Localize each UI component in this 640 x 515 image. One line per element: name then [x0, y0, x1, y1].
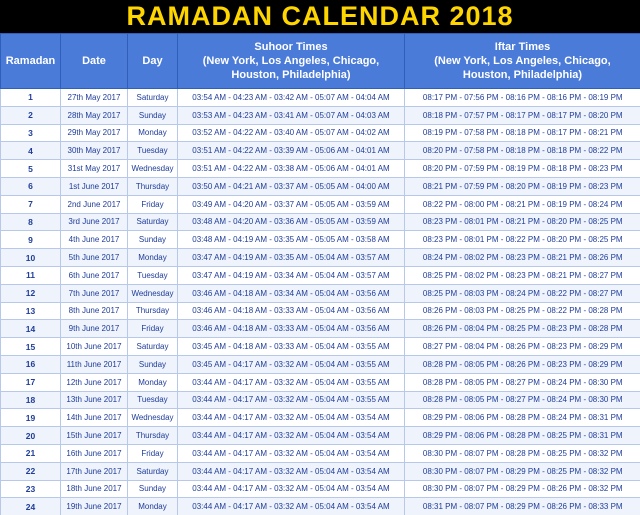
cell-weekday: Monday [128, 373, 178, 391]
header-date: Date [61, 34, 128, 89]
cell-iftar-times: 08:20 PM - 07:59 PM - 08:19 PM - 08:18 PM - 08:23 PM [405, 160, 640, 178]
cell-weekday: Sunday [128, 106, 178, 124]
table-row [1, 231, 640, 249]
cell-ramadan-day: 2 [1, 106, 61, 124]
cell-suhoor-times: 03:45 AM - 04:18 AM - 03:33 AM - 05:04 AM - 03:55 AM [178, 338, 405, 356]
cell-date: 2nd June 2017 [61, 195, 128, 213]
cell-iftar-times: 08:17 PM - 07:56 PM - 08:16 PM - 08:16 PM - 08:19 PM [405, 89, 640, 107]
cell-ramadan-day: 3 [1, 124, 61, 142]
table-row [1, 444, 640, 462]
header-suhoor-cities: (New York, Los Angeles, Chicago, Houston, Philadelphia) [182, 54, 400, 82]
cell-weekday: Saturday [128, 213, 178, 231]
cell-ramadan-day: 15 [1, 338, 61, 356]
table-row [1, 480, 640, 498]
cell-ramadan-day: 7 [1, 195, 61, 213]
cell-suhoor-times: 03:44 AM - 04:17 AM - 03:32 AM - 05:04 AM - 03:54 AM [178, 409, 405, 427]
cell-date: 18th June 2017 [61, 480, 128, 498]
cell-suhoor-times: 03:49 AM - 04:20 AM - 03:37 AM - 05:05 AM - 03:59 AM [178, 195, 405, 213]
header-iftar-cities: (New York, Los Angeles, Chicago, Houston, Philadelphia) [409, 54, 636, 82]
header-day: Day [128, 34, 178, 89]
cell-ramadan-day: 24 [1, 498, 61, 515]
cell-suhoor-times: 03:46 AM - 04:18 AM - 03:34 AM - 05:04 AM - 03:56 AM [178, 284, 405, 302]
timetable [0, 33, 640, 515]
table-row [1, 338, 640, 356]
table-row [1, 498, 640, 515]
header-suhoor-title: Suhoor Times [182, 40, 400, 54]
cell-iftar-times: 08:29 PM - 08:06 PM - 08:28 PM - 08:24 PM - 08:31 PM [405, 409, 640, 427]
cell-suhoor-times: 03:53 AM - 04:23 AM - 03:41 AM - 05:07 AM - 04:03 AM [178, 106, 405, 124]
cell-ramadan-day: 23 [1, 480, 61, 498]
cell-ramadan-day: 13 [1, 302, 61, 320]
cell-date: 29th May 2017 [61, 124, 128, 142]
cell-suhoor-times: 03:47 AM - 04:19 AM - 03:35 AM - 05:04 AM - 03:57 AM [178, 249, 405, 267]
cell-weekday: Wednesday [128, 160, 178, 178]
cell-iftar-times: 08:23 PM - 08:01 PM - 08:21 PM - 08:20 PM - 08:25 PM [405, 213, 640, 231]
cell-date: 5th June 2017 [61, 249, 128, 267]
cell-suhoor-times: 03:51 AM - 04:22 AM - 03:39 AM - 05:06 AM - 04:01 AM [178, 142, 405, 160]
table-row [1, 177, 640, 195]
cell-ramadan-day: 22 [1, 462, 61, 480]
cell-iftar-times: 08:28 PM - 08:05 PM - 08:26 PM - 08:23 PM - 08:29 PM [405, 355, 640, 373]
cell-suhoor-times: 03:46 AM - 04:18 AM - 03:33 AM - 05:04 AM - 03:56 AM [178, 320, 405, 338]
cell-suhoor-times: 03:44 AM - 04:17 AM - 03:32 AM - 05:04 AM - 03:54 AM [178, 462, 405, 480]
cell-date: 11th June 2017 [61, 355, 128, 373]
cell-suhoor-times: 03:44 AM - 04:17 AM - 03:32 AM - 05:04 AM - 03:54 AM [178, 427, 405, 445]
table-row [1, 213, 640, 231]
cell-date: 15th June 2017 [61, 427, 128, 445]
cell-ramadan-day: 11 [1, 266, 61, 284]
table-row [1, 195, 640, 213]
cell-suhoor-times: 03:50 AM - 04:21 AM - 03:37 AM - 05:05 AM - 04:00 AM [178, 177, 405, 195]
cell-iftar-times: 08:20 PM - 07:58 PM - 08:18 PM - 08:18 PM - 08:22 PM [405, 142, 640, 160]
table-row [1, 427, 640, 445]
cell-ramadan-day: 12 [1, 284, 61, 302]
cell-ramadan-day: 1 [1, 89, 61, 107]
cell-suhoor-times: 03:46 AM - 04:18 AM - 03:33 AM - 05:04 AM - 03:56 AM [178, 302, 405, 320]
cell-date: 10th June 2017 [61, 338, 128, 356]
cell-iftar-times: 08:30 PM - 08:07 PM - 08:29 PM - 08:25 PM - 08:32 PM [405, 462, 640, 480]
cell-ramadan-day: 8 [1, 213, 61, 231]
cell-iftar-times: 08:28 PM - 08:05 PM - 08:27 PM - 08:24 PM - 08:30 PM [405, 373, 640, 391]
cell-suhoor-times: 03:52 AM - 04:22 AM - 03:40 AM - 05:07 AM - 04:02 AM [178, 124, 405, 142]
cell-suhoor-times: 03:54 AM - 04:23 AM - 03:42 AM - 05:07 AM - 04:04 AM [178, 89, 405, 107]
cell-weekday: Monday [128, 249, 178, 267]
cell-weekday: Tuesday [128, 266, 178, 284]
cell-date: 14th June 2017 [61, 409, 128, 427]
cell-date: 1st June 2017 [61, 177, 128, 195]
table-row [1, 462, 640, 480]
cell-ramadan-day: 4 [1, 142, 61, 160]
cell-iftar-times: 08:18 PM - 07:57 PM - 08:17 PM - 08:17 PM - 08:20 PM [405, 106, 640, 124]
table-body [1, 89, 640, 515]
cell-suhoor-times: 03:44 AM - 04:17 AM - 03:32 AM - 05:04 AM - 03:55 AM [178, 373, 405, 391]
table-row [1, 89, 640, 107]
table-row [1, 249, 640, 267]
table-row [1, 266, 640, 284]
cell-suhoor-times: 03:44 AM - 04:17 AM - 03:32 AM - 05:04 AM - 03:55 AM [178, 391, 405, 409]
cell-date: 16th June 2017 [61, 444, 128, 462]
header-iftar-title: Iftar Times [409, 40, 636, 54]
cell-weekday: Thursday [128, 177, 178, 195]
cell-date: 7th June 2017 [61, 284, 128, 302]
cell-weekday: Thursday [128, 427, 178, 445]
cell-weekday: Friday [128, 195, 178, 213]
cell-date: 6th June 2017 [61, 266, 128, 284]
cell-weekday: Tuesday [128, 391, 178, 409]
cell-weekday: Friday [128, 444, 178, 462]
cell-date: 28th May 2017 [61, 106, 128, 124]
cell-ramadan-day: 17 [1, 373, 61, 391]
table-row [1, 142, 640, 160]
cell-iftar-times: 08:25 PM - 08:02 PM - 08:23 PM - 08:21 PM - 08:27 PM [405, 266, 640, 284]
cell-date: 19th June 2017 [61, 498, 128, 515]
cell-ramadan-day: 19 [1, 409, 61, 427]
table-row [1, 302, 640, 320]
cell-date: 9th June 2017 [61, 320, 128, 338]
cell-suhoor-times: 03:45 AM - 04:17 AM - 03:32 AM - 05:04 AM - 03:55 AM [178, 355, 405, 373]
title-bar [0, 0, 640, 33]
cell-date: 31st May 2017 [61, 160, 128, 178]
cell-weekday: Thursday [128, 302, 178, 320]
cell-weekday: Monday [128, 498, 178, 515]
cell-date: 3rd June 2017 [61, 213, 128, 231]
cell-weekday: Sunday [128, 480, 178, 498]
cell-date: 12th June 2017 [61, 373, 128, 391]
cell-date: 4th June 2017 [61, 231, 128, 249]
header-suhoor [178, 34, 405, 89]
cell-iftar-times: 08:28 PM - 08:05 PM - 08:27 PM - 08:24 PM - 08:30 PM [405, 391, 640, 409]
cell-iftar-times: 08:26 PM - 08:03 PM - 08:25 PM - 08:22 PM - 08:28 PM [405, 302, 640, 320]
cell-suhoor-times: 03:44 AM - 04:17 AM - 03:32 AM - 05:04 AM - 03:54 AM [178, 498, 405, 515]
cell-iftar-times: 08:21 PM - 07:59 PM - 08:20 PM - 08:19 PM - 08:23 PM [405, 177, 640, 195]
cell-iftar-times: 08:26 PM - 08:04 PM - 08:25 PM - 08:23 PM - 08:28 PM [405, 320, 640, 338]
table-row [1, 124, 640, 142]
cell-ramadan-day: 21 [1, 444, 61, 462]
cell-iftar-times: 08:22 PM - 08:00 PM - 08:21 PM - 08:19 PM - 08:24 PM [405, 195, 640, 213]
cell-ramadan-day: 6 [1, 177, 61, 195]
cell-iftar-times: 08:25 PM - 08:03 PM - 08:24 PM - 08:22 PM - 08:27 PM [405, 284, 640, 302]
header-iftar [405, 34, 640, 89]
cell-weekday: Wednesday [128, 284, 178, 302]
cell-suhoor-times: 03:51 AM - 04:22 AM - 03:38 AM - 05:06 AM - 04:01 AM [178, 160, 405, 178]
cell-weekday: Sunday [128, 355, 178, 373]
table-header-row [1, 34, 640, 89]
cell-weekday: Sunday [128, 231, 178, 249]
cell-weekday: Tuesday [128, 142, 178, 160]
cell-suhoor-times: 03:47 AM - 04:19 AM - 03:34 AM - 05:04 AM - 03:57 AM [178, 266, 405, 284]
cell-ramadan-day: 9 [1, 231, 61, 249]
cell-weekday: Wednesday [128, 409, 178, 427]
cell-iftar-times: 08:30 PM - 08:07 PM - 08:28 PM - 08:25 PM - 08:32 PM [405, 444, 640, 462]
cell-date: 27th May 2017 [61, 89, 128, 107]
cell-iftar-times: 08:31 PM - 08:07 PM - 08:29 PM - 08:26 PM - 08:33 PM [405, 498, 640, 515]
cell-iftar-times: 08:29 PM - 08:06 PM - 08:28 PM - 08:25 PM - 08:31 PM [405, 427, 640, 445]
cell-weekday: Saturday [128, 89, 178, 107]
cell-iftar-times: 08:23 PM - 08:01 PM - 08:22 PM - 08:20 PM - 08:25 PM [405, 231, 640, 249]
cell-ramadan-day: 14 [1, 320, 61, 338]
cell-ramadan-day: 18 [1, 391, 61, 409]
cell-suhoor-times: 03:48 AM - 04:20 AM - 03:36 AM - 05:05 AM - 03:59 AM [178, 213, 405, 231]
cell-date: 17th June 2017 [61, 462, 128, 480]
cell-ramadan-day: 16 [1, 355, 61, 373]
cell-iftar-times: 08:24 PM - 08:02 PM - 08:23 PM - 08:21 PM - 08:26 PM [405, 249, 640, 267]
cell-ramadan-day: 20 [1, 427, 61, 445]
cell-suhoor-times: 03:48 AM - 04:19 AM - 03:35 AM - 05:05 AM - 03:58 AM [178, 231, 405, 249]
cell-ramadan-day: 5 [1, 160, 61, 178]
cell-iftar-times: 08:30 PM - 08:07 PM - 08:29 PM - 08:26 PM - 08:32 PM [405, 480, 640, 498]
cell-weekday: Friday [128, 320, 178, 338]
table-row [1, 409, 640, 427]
page-title: RAMADAN CALENDAR 2018 [126, 1, 513, 32]
table-row [1, 284, 640, 302]
table-row [1, 106, 640, 124]
cell-suhoor-times: 03:44 AM - 04:17 AM - 03:32 AM - 05:04 AM - 03:54 AM [178, 480, 405, 498]
cell-suhoor-times: 03:44 AM - 04:17 AM - 03:32 AM - 05:04 AM - 03:54 AM [178, 444, 405, 462]
table-row [1, 320, 640, 338]
table-row [1, 391, 640, 409]
cell-date: 30th May 2017 [61, 142, 128, 160]
cell-iftar-times: 08:19 PM - 07:58 PM - 08:18 PM - 08:17 PM - 08:21 PM [405, 124, 640, 142]
cell-weekday: Saturday [128, 462, 178, 480]
cell-date: 8th June 2017 [61, 302, 128, 320]
cell-ramadan-day: 10 [1, 249, 61, 267]
table-row [1, 373, 640, 391]
cell-iftar-times: 08:27 PM - 08:04 PM - 08:26 PM - 08:23 PM - 08:29 PM [405, 338, 640, 356]
table-row [1, 355, 640, 373]
cell-weekday: Saturday [128, 338, 178, 356]
cell-weekday: Monday [128, 124, 178, 142]
cell-date: 13th June 2017 [61, 391, 128, 409]
table-row [1, 160, 640, 178]
header-ramadan: Ramadan [1, 34, 61, 89]
